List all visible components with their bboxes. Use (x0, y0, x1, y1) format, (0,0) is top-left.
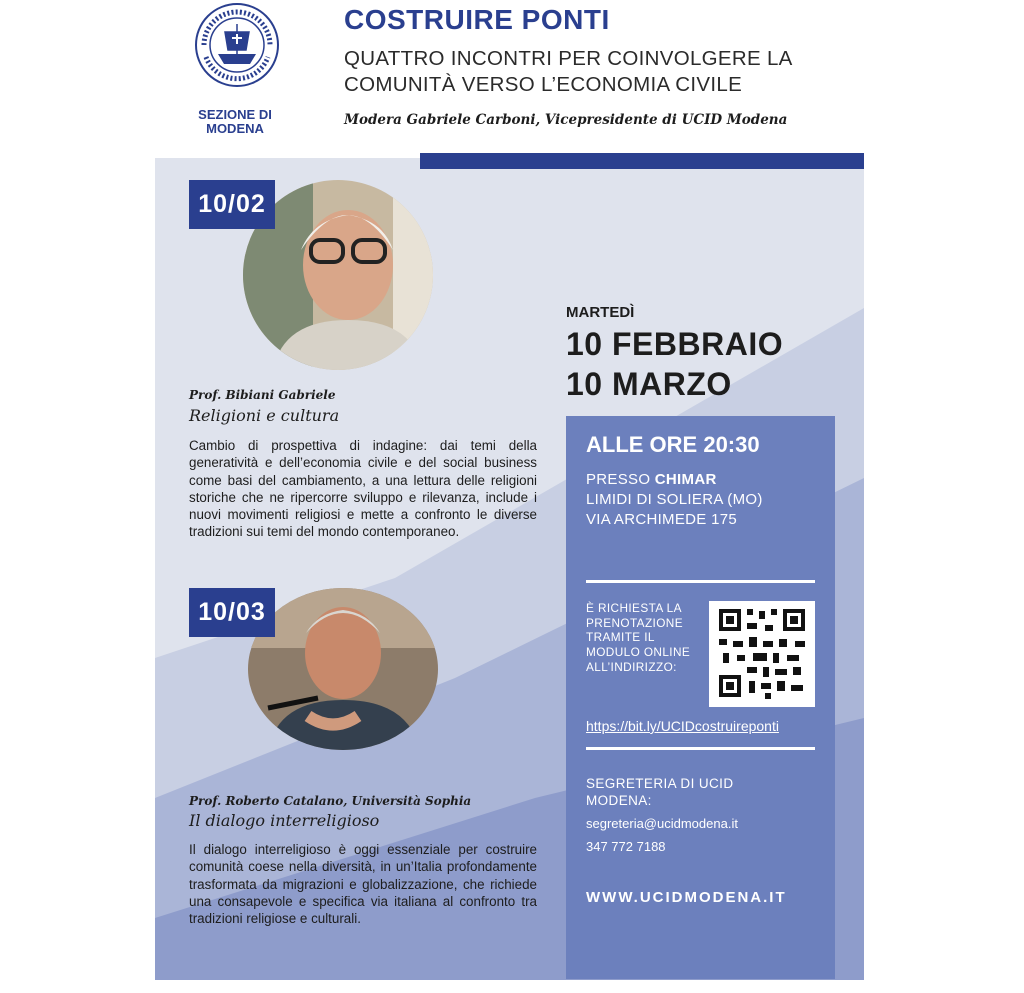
talk-description-2: Il dialogo interreligioso è oggi essenziale per costruire comunità coese nella diversità, in un’Italia profondamente trasformata da migrazioni e globalizzazione, che richiede una consapevole e specifica via italiana al confronto tra tradizioni religiose e culturali. (189, 842, 537, 927)
qr-code[interactable] (709, 601, 815, 707)
poster-title: COSTRUIRE PONTI (344, 4, 610, 35)
start-time: ALLE ORE 20:30 (586, 432, 760, 457)
moderator-line: Modera Gabriele Carboni, Vicepresidente di UCID Modena (344, 112, 788, 128)
talk-description-1: Cambio di prospettiva di indagine: dai temi della generatività e dell’economia civile e del social business come basi del cambiamento, a una lettura delle religioni storiche che ne ripercorre sviluppo e rilevanza, include i nuovi movimenti religiosi e mette a confronto le diverse tradizioni sui temi del mondo contemporaneo. (189, 438, 537, 540)
speaker-name-1: Prof. Bibiani Gabriele (189, 388, 336, 402)
venue-prefix: PRESSO (586, 471, 655, 488)
ship-emblem-icon (194, 2, 280, 88)
speaker-photo-catalano (248, 588, 438, 750)
event-date-badge-2: 10/03 (189, 588, 275, 637)
venue-line-2: LIMIDI DI SOLIERA (MO) (586, 491, 763, 508)
weekday-label: MARTEDÌ (566, 304, 635, 321)
secretariat-email[interactable]: segreteria@ucidmodena.it (586, 816, 738, 831)
talk-title-2: Il dialogo interreligioso (189, 811, 380, 830)
secretariat-phone: 347 772 7188 (586, 839, 666, 854)
header-bar (420, 153, 864, 169)
venue-line-1 (586, 470, 717, 490)
logo-section-label: SEZIONE DI MODENA (198, 107, 272, 136)
venue-line-3: VIA ARCHIMEDE 175 (586, 511, 737, 528)
talk-title-1: Religioni e cultura (189, 406, 340, 425)
secretariat-label: SEGRETERIA DI UCID MODENA: (586, 776, 734, 808)
ucid-logo (180, 0, 290, 140)
event-date-2: 10 MARZO (566, 366, 732, 402)
divider (586, 580, 815, 583)
booking-text: È RICHIESTA LA PRENOTAZIONE TRAMITE IL MODULO ONLINE ALL’INDIRIZZO: (586, 601, 691, 674)
website-link[interactable]: WWW.UCIDMODENA.IT (586, 889, 787, 906)
booking-link[interactable]: https://bit.ly/UCIDcostruireponti (586, 718, 779, 734)
event-date-1: 10 FEBBRAIO (566, 326, 784, 362)
qr-code-icon (709, 601, 815, 707)
venue-name: CHIMAR (654, 471, 717, 488)
speaker-name-2: Prof. Roberto Catalano, Università Sophia (189, 794, 472, 808)
event-date-badge-1: 10/02 (189, 180, 275, 229)
poster-subtitle: QUATTRO INCONTRI PER COINVOLGERE LA COMUNITÀ VERSO L’ECONOMIA CIVILE (344, 47, 792, 96)
divider (586, 747, 815, 750)
